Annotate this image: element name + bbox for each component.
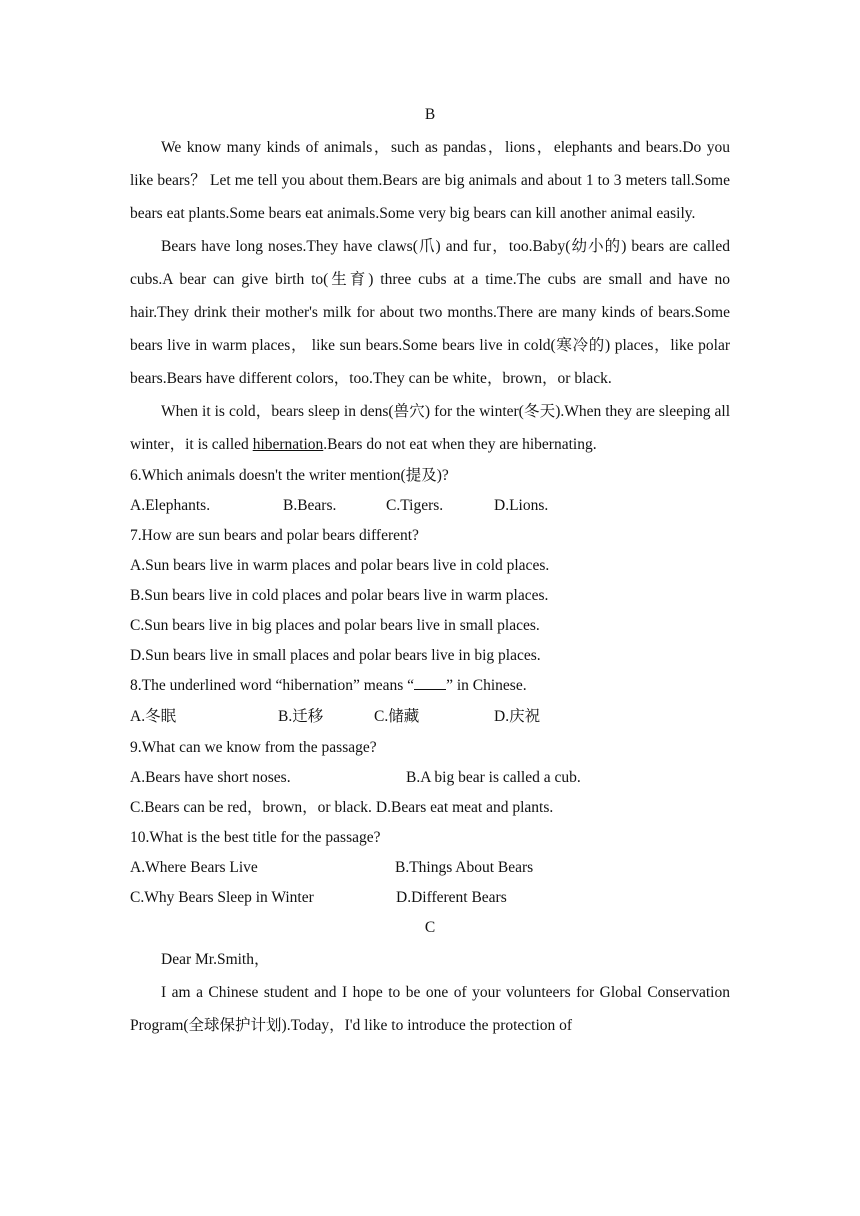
question-8-options: [130, 701, 730, 733]
question-7-stem: 7.How are sun bears and polar bears different?: [130, 527, 419, 544]
section-b-paragraph-2: Bears have long noses.They have claws(爪) and fur，too.Baby(幼小的) bears are called cubs.A bear can give birth to(生育) three cubs at a time.The cubs are small and have no hair.They drink their mother's milk for about two months.There are many kinds of bears.Some bears live in warm places， like sun bears.Some bears live in cold(寒冷的) places，like polar bears.Bears have different colors，too.They can be white，brown，or black.: [130, 238, 730, 387]
option-c: C.Tigers.: [386, 497, 444, 514]
option-c: C.储藏: [374, 708, 420, 725]
paragraph-3-text-after: .Bears do not eat when they are hibernating.: [323, 436, 597, 453]
option-c: C.Sun bears live in big places and polar bears live in small places.: [130, 617, 540, 634]
option-d: D.Sun bears live in small places and polar bears live in big places.: [130, 647, 541, 664]
option-a: A.Sun bears live in warm places and polar bears live in cold places.: [130, 557, 550, 574]
paragraph-3-text-before: When it is cold，bears sleep in dens(兽穴) for the winter(冬天).When they are sleeping all winter，it is called: [130, 403, 730, 453]
option-a: A.冬眠: [130, 708, 177, 725]
question-10-options-row-2: [130, 883, 730, 913]
letter-salutation: Dear Mr.Smith，: [161, 951, 270, 968]
option-b: B.Sun bears live in cold places and polar bears live in warm places.: [130, 587, 549, 604]
option-c: C.Bears can be red，brown，or black.: [130, 799, 372, 816]
question-10-stem: 10.What is the best title for the passage?: [130, 829, 381, 846]
question-6-stem: 6.Which animals doesn't the writer mention(提及)?: [130, 467, 449, 484]
section-b-paragraph-3: [130, 395, 730, 461]
option-a: A.Elephants.: [130, 497, 211, 514]
option-b: B.Things About Bears: [395, 859, 534, 876]
question-8-stem: [130, 671, 730, 701]
option-d: D.Bears eat meat and plants.: [375, 799, 554, 816]
document-page: [130, 100, 730, 1042]
question-8-stem-before: 8.The underlined word “hibernation” means “: [130, 677, 415, 694]
option-a: A.Where Bears Live: [130, 859, 258, 876]
option-d: D.Lions.: [494, 497, 549, 514]
section-c-heading: C: [424, 919, 436, 936]
section-c-paragraph-1: I am a Chinese student and I hope to be one of your volunteers for Global Conservation Program(全球保护计划).Today，I'd like to introduce the protection of: [130, 984, 730, 1034]
option-b: B.A big bear is called a cub.: [406, 769, 581, 786]
question-9-options-row-2: [130, 793, 730, 823]
answer-blank: [414, 675, 446, 690]
section-b-paragraph-1: We know many kinds of animals，such as pandas，lions，elephants and bears.Do you like bears？ Let me tell you about them.Bears are big animals and about 1 to 3 meters tall.Some bears eat plants.Some bears eat animals.Some very big bears can kill another animal easily.: [130, 139, 730, 222]
option-b: B.Bears.: [283, 497, 337, 514]
option-b: B.迁移: [278, 708, 324, 725]
option-d: D.Different Bears: [396, 889, 507, 906]
option-c: C.Why Bears Sleep in Winter: [130, 889, 314, 906]
option-d: D.庆祝: [494, 708, 541, 725]
option-a: A.Bears have short noses.: [130, 769, 291, 786]
underlined-word: hibernation: [252, 436, 324, 453]
question-8-stem-after: ” in Chinese.: [446, 677, 527, 694]
question-6-options: [130, 491, 730, 521]
question-10-options-row-1: [130, 853, 730, 883]
question-9-options-row-1: [130, 763, 730, 793]
section-b-heading: B: [424, 106, 436, 123]
question-9-stem: 9.What can we know from the passage?: [130, 739, 377, 756]
